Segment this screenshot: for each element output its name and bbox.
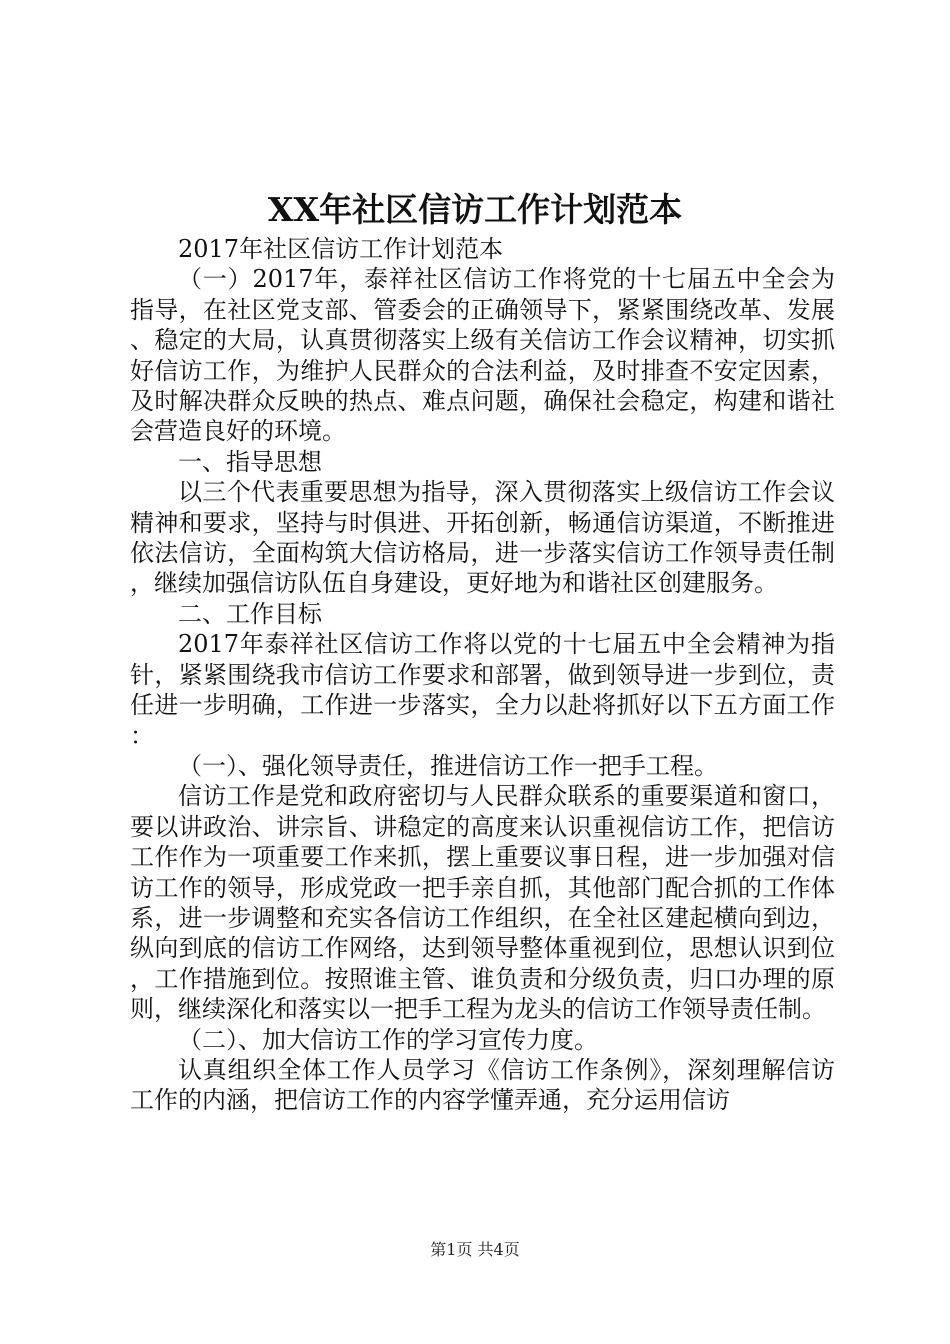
page-footer: 第1页 共4页 bbox=[430, 1240, 520, 1259]
subsection-heading: （二）、加大信访工作的学习宣传力度。 bbox=[178, 1025, 598, 1054]
paragraph: 以三个代表重要思想为指导，深入贯彻落实上级信访工作会议精神和要求，坚持与时俱进、开拓创新，畅通信访渠道，不断推进依法信访，全面构筑大信访格局，进一步落实信访工作领导责任制，继续加强信访队伍自身建设，更好地为和谐社区创建服务。 bbox=[130, 478, 835, 598]
section-heading: 一、指导思想 bbox=[178, 447, 322, 476]
paragraph: 信访工作是党和政府密切与人民群众联系的重要渠道和窗口，要以讲政治、讲宗旨、讲稳定的高度来认识重视信访工作，把信访工作作为一项重要工作来抓，摆上重要议事日程，进一步加强对信访工作的领导，形成党政一把手亲自抓，其他部门配合抓的工作体系，进一步调整和充实各信访工作组织，在全社区建起横向到边，纵向到底的信访工作网络，达到领导整体重视到位，思想认识到位，工作措施到位。按照谁主管、谁负责和分级负责，归口办理的原则，继续深化和落实以一把手工程为龙头的信访工作领导责任制。 bbox=[130, 782, 835, 1024]
paragraph: 认真组织全体工作人员学习《信访工作条例》，深刻理解信访工作的内涵，把信访工作的内容学懂弄通，充分运用信访 bbox=[130, 1055, 835, 1115]
paragraph: （一）2017年，泰祥社区信访工作将党的十七届五中全会为指导，在社区党支部、管委会的正确领导下，紧紧围绕改革、发展、稳定的大局，认真贯彻落实上级有关信访工作会议精神，切实抓好信访工作，为维护人民群众的合法利益，及时排查不安定因素，及时解决群众反映的热点、难点问题，确保社会稳定，构建和谐社会营造良好的环境。 bbox=[130, 265, 835, 446]
paragraph: 2017年泰祥社区信访工作将以党的十七届五中全会精神为指针，紧紧围绕我市信访工作要求和部署，做到领导进一步到位，责任进一步明确，工作进一步落实，全力以赴将抓好以下五方面工作： bbox=[130, 630, 835, 750]
document-title: XX年社区信访工作计划范本 bbox=[267, 190, 683, 229]
subsection-heading: （一）、强化领导责任，推进信访工作一把手工程。 bbox=[178, 751, 718, 780]
section-heading: 二、工作目标 bbox=[178, 599, 322, 628]
paragraph: 2017年社区信访工作计划范本 bbox=[178, 235, 504, 263]
document-body bbox=[130, 234, 835, 1116]
